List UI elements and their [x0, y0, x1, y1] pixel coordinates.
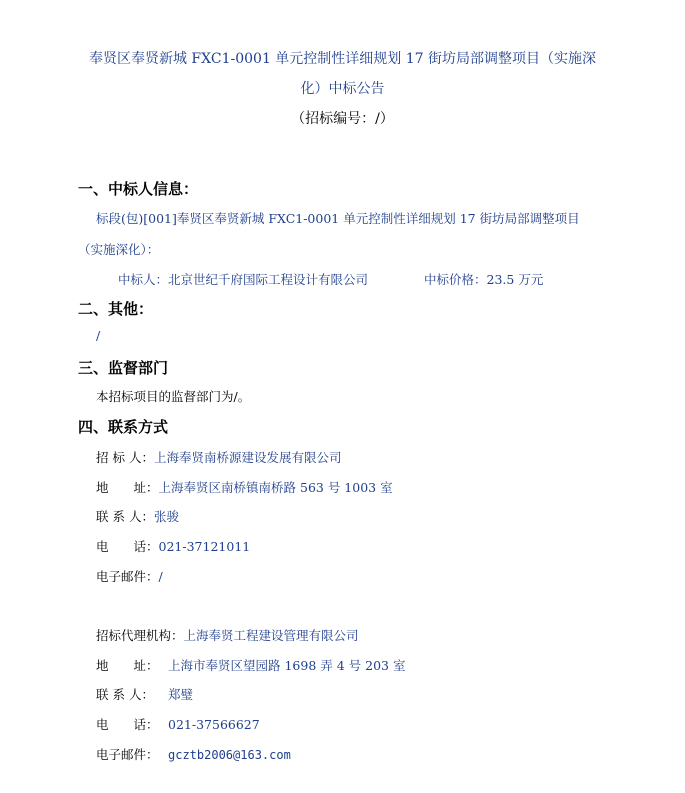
- winner-value: 北京世纪千府国际工程设计有限公司: [168, 272, 369, 287]
- contact-value: /: [158, 569, 163, 584]
- agency-phone-row: [96, 714, 260, 733]
- contact-label: 电子邮件：: [96, 747, 159, 762]
- agency-address-row: [96, 655, 405, 674]
- contact-value: 上海奉贤南桥源建设发展有限公司: [153, 450, 342, 465]
- contact-value: 021-37121011: [158, 539, 251, 554]
- price-value: 23.5 万元: [486, 272, 544, 287]
- contact-value: 021-37566627: [168, 717, 260, 732]
- section-heading-contact: 四、联系方式: [78, 418, 169, 436]
- winner-label: 中标人：: [118, 272, 169, 287]
- page-title-line2: 化）中标公告: [300, 81, 385, 97]
- agency-email-row: [96, 744, 291, 763]
- contact-label: 招 标 人：: [96, 450, 154, 465]
- contact-label: 招标代理机构：: [96, 628, 184, 643]
- contact-value: 张骏: [153, 509, 179, 524]
- supervision-content: 本招标项目的监督部门为/。: [96, 389, 251, 404]
- contact-label: 电 话：: [96, 717, 159, 732]
- contact-label: 联 系 人：: [96, 687, 154, 702]
- lot-description-line1: 标段(包)[001]奉贤区奉贤新城 FXC1-0001 单元控制性详细规划 17 街坊局部调整项目: [96, 211, 580, 226]
- contact-label: 地 址：: [96, 480, 159, 495]
- tenderer-phone-row: [96, 536, 250, 555]
- agency-name-row: [96, 625, 359, 644]
- price-label: 中标价格：: [424, 272, 487, 287]
- tenderer-address-row: [96, 477, 393, 496]
- contact-label: 地 址：: [96, 658, 159, 673]
- price-row: [424, 269, 543, 288]
- contact-value: 郑璧: [168, 687, 194, 702]
- tenderer-contact-person-row: [96, 506, 179, 525]
- winner-row: [118, 269, 368, 288]
- contact-label: 联 系 人：: [96, 509, 154, 524]
- tenderer-email-row: [96, 566, 163, 585]
- section-heading-supervision: 三、监督部门: [78, 359, 169, 377]
- tenderer-name-row: [96, 447, 341, 466]
- contact-value: 上海奉贤工程建设管理有限公司: [183, 628, 359, 643]
- contact-value: 上海市奉贤区望园路 1698 弄 4 号 203 室: [168, 658, 406, 673]
- contact-value: 上海奉贤区南桥镇南桥路 563 号 1003 室: [158, 480, 393, 495]
- page-title-line1: 奉贤区奉贤新城 FXC1-0001 单元控制性详细规划 17 街坊局部调整项目（实施深: [88, 51, 597, 67]
- section-heading-winner: 一、中标人信息：: [78, 180, 199, 198]
- agency-contact-person-row: [96, 684, 193, 703]
- other-content: /: [96, 328, 101, 343]
- section-heading-other: 二、其他：: [78, 300, 154, 318]
- contact-label: 电 话：: [96, 539, 159, 554]
- contact-label: 电子邮件：: [96, 569, 159, 584]
- lot-description-line2: （实施深化）：: [78, 242, 160, 257]
- contact-value[interactable]: gcztb2006@163.com: [168, 748, 291, 762]
- bid-number: （招标编号：/）: [291, 111, 394, 127]
